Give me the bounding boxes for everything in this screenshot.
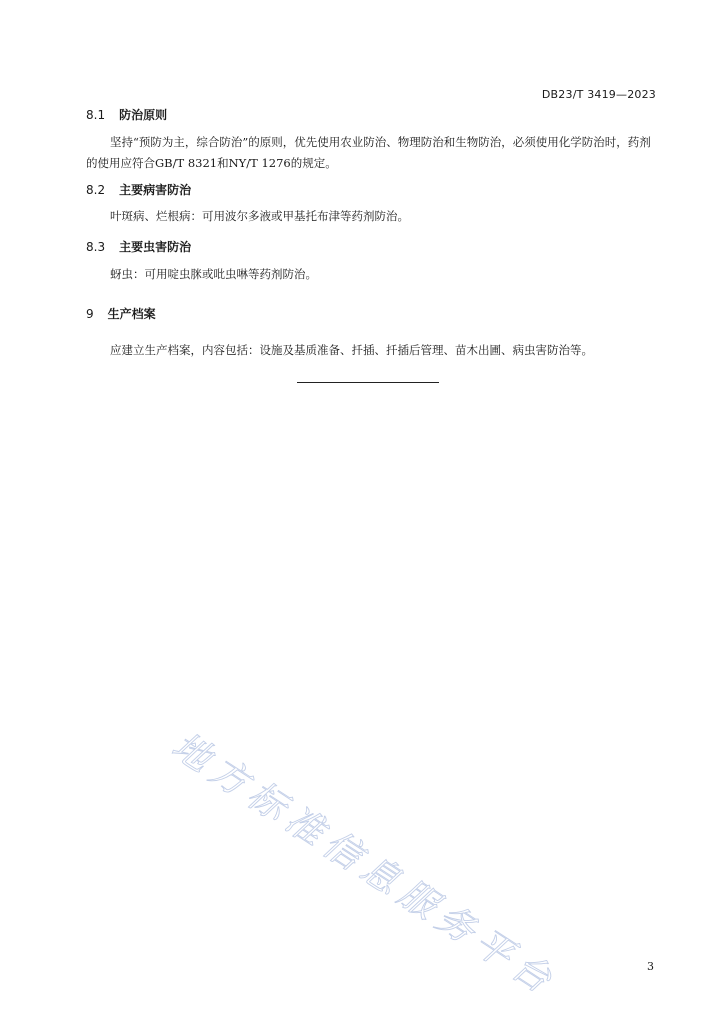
section-number: 8.2 [86,183,106,197]
standard-code: DB23/T 3419—2023 [541,88,656,101]
section-paragraph-8-3: 蚜虫：可用啶虫脒或吡虫啉等药剂防治。 [110,267,317,281]
watermark: 地方标准信息服务平台 [164,723,566,1006]
section-number: 8.1 [86,108,106,122]
section-paragraph-8-2: 叶斑病、烂根病：可用波尔多液或甲基托布津等药剂防治。 [110,209,409,223]
section-title: 生产档案 [107,307,156,321]
section-paragraph-8-1: 坚持“预防为主，综合防治”的原则，优先使用农业防治、物理防治和生物防治，必须使用化学防治时，药剂的使用应符合GB/T 8321和NY/T 1276的规定。 [86,135,651,170]
section-heading-9 [86,305,156,322]
end-of-document-rule [297,382,439,383]
section-title: 防治原则 [119,108,168,122]
section-number: 8.3 [86,240,106,254]
page-number: 3 [647,960,654,973]
section-heading-8-2 [86,181,191,198]
section-heading-8-1 [86,106,167,123]
section-number: 9 [86,307,94,321]
section-title: 主要病害防治 [119,183,192,197]
section-heading-8-3 [86,238,191,255]
section-paragraph-9: 应建立生产档案，内容包括：设施及基质准备、扦插、扦插后管理、苗木出圃、病虫害防治等。 [110,343,593,357]
section-title: 主要虫害防治 [119,240,192,254]
